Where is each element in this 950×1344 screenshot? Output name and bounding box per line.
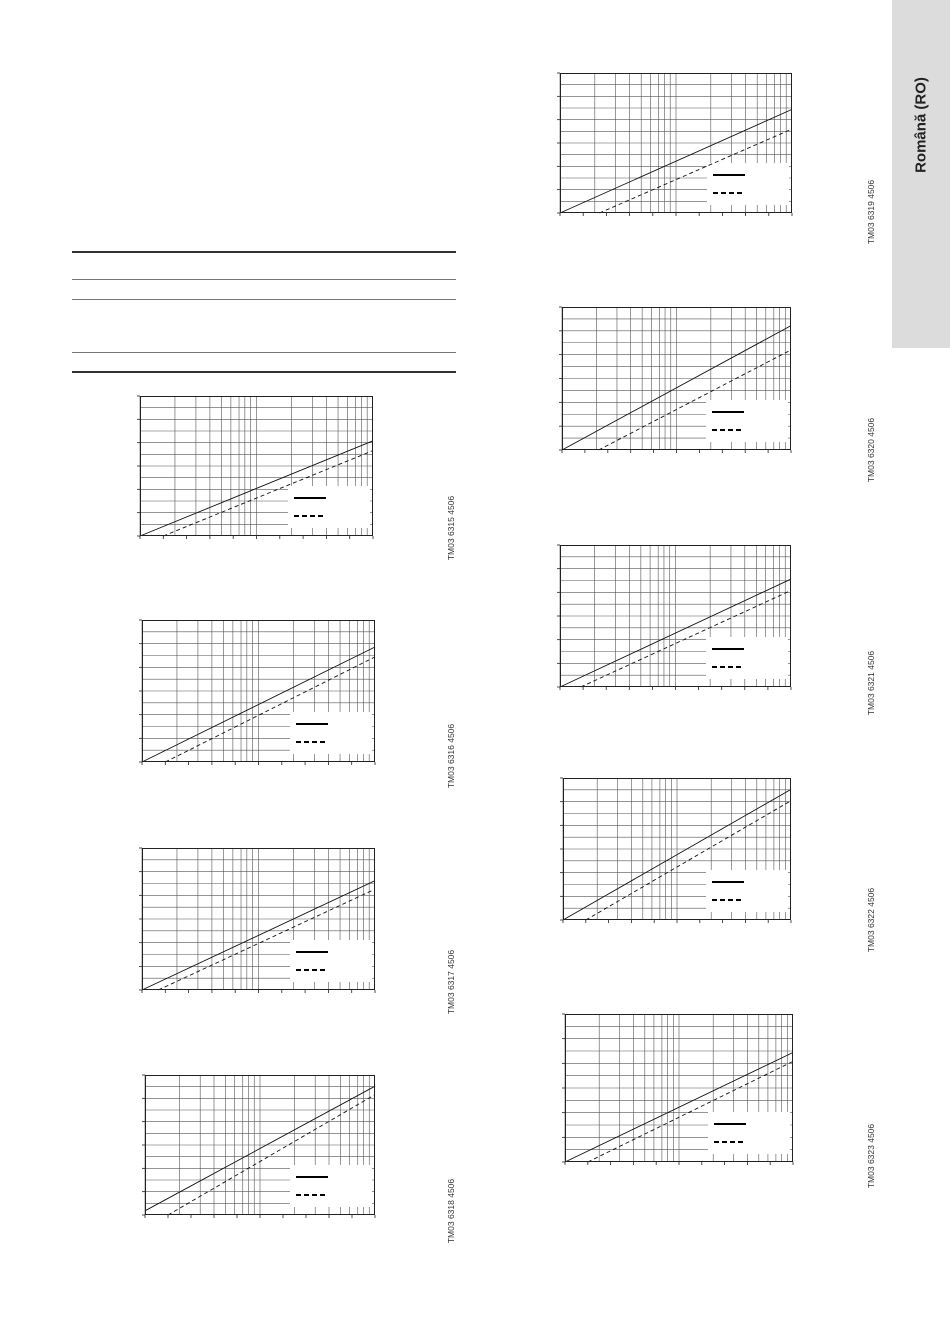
chart: [145, 1075, 375, 1215]
chart-code: TM03 6316 4506: [446, 723, 456, 789]
table-rule: [72, 279, 456, 280]
chart-code: TM03 6322 4506: [866, 887, 876, 953]
chart: [142, 848, 375, 990]
language-label: Română (RO): [912, 77, 930, 173]
chart-code: TM03 6323 4506: [866, 1123, 876, 1189]
legend-box: [708, 1112, 790, 1154]
legend-box: [290, 1165, 372, 1207]
chart-code: TM03 6318 4506: [446, 1178, 456, 1244]
chart: [142, 620, 375, 762]
chart: [563, 778, 791, 920]
table-rule: [72, 352, 456, 353]
chart-code: TM03 6319 4506: [866, 179, 876, 245]
chart-code: TM03 6321 4506: [866, 650, 876, 716]
chart-code: TM03 6317 4506: [446, 949, 456, 1015]
chart: [560, 73, 792, 213]
chart: [140, 396, 373, 536]
table-rule-top: [72, 251, 456, 253]
legend-box: [288, 486, 370, 528]
legend-box: [290, 940, 372, 982]
legend-box: [706, 637, 788, 679]
legend-box: [706, 870, 788, 912]
language-side-tab: [892, 0, 950, 348]
chart: [562, 307, 791, 450]
chart: [565, 1014, 793, 1162]
chart-code: TM03 6320 4506: [866, 417, 876, 483]
chart-code: TM03 6315 4506: [446, 495, 456, 561]
chart: [560, 545, 791, 687]
legend-box: [706, 400, 788, 442]
legend-box: [707, 163, 789, 205]
table-rule-bottom: [72, 371, 456, 373]
legend-box: [290, 712, 372, 754]
table-rule: [72, 299, 456, 300]
